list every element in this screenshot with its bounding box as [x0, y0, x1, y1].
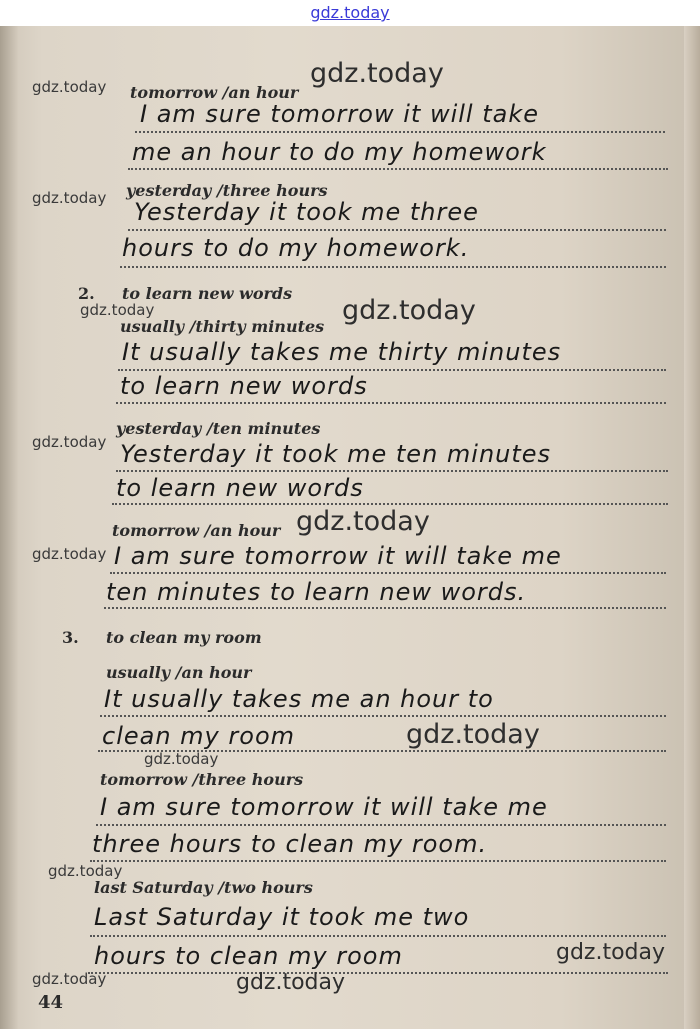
answer-line [135, 131, 665, 133]
answer-line [88, 972, 668, 974]
answer-line [120, 266, 666, 268]
task-title: to learn new words [122, 284, 293, 303]
handwritten-answer: Yesterday it took me ten minutes [120, 440, 552, 468]
handwritten-answer: It usually takes me an hour to [104, 685, 494, 713]
prompt: yesterday /ten minutes [116, 419, 321, 438]
handwritten-answer: ten minutes to learn new words. [106, 578, 527, 606]
watermark: gdz.today [32, 545, 107, 563]
answer-line [90, 935, 666, 937]
watermark: gdz.today [48, 862, 123, 880]
watermark: gdz.today [342, 295, 476, 326]
handwritten-answer: to learn new words [120, 372, 368, 400]
handwritten-answer: hours to clean my room [94, 942, 403, 970]
prompt: tomorrow /an hour [130, 83, 299, 102]
answer-line [128, 168, 668, 170]
task-title: to clean my room [106, 628, 262, 647]
prompt: usually /thirty minutes [120, 317, 325, 336]
prompt: yesterday /three hours [126, 181, 328, 200]
watermark: gdz.today [296, 506, 430, 537]
answer-line [118, 369, 666, 371]
top-bar [0, 0, 700, 26]
watermark: gdz.today [32, 78, 107, 96]
page-edge [684, 26, 700, 1029]
answer-line [104, 607, 666, 609]
handwritten-answer: to learn new words [116, 474, 364, 502]
task-number: 3. [62, 628, 79, 647]
handwritten-answer: I am sure tomorrow it will take [140, 100, 539, 128]
handwritten-answer: clean my room [102, 722, 295, 750]
task-number: 2. [78, 284, 95, 303]
handwritten-answer: me an hour to do my homework [132, 138, 547, 166]
handwritten-answer: Yesterday it took me three [134, 198, 479, 226]
watermark: gdz.today [310, 58, 444, 89]
watermark: gdz.today [236, 970, 346, 995]
prompt: usually /an hour [106, 663, 252, 682]
answer-line [116, 402, 666, 404]
answer-line [90, 860, 666, 862]
handwritten-answer: I am sure tomorrow it will take me [114, 542, 562, 570]
watermark: gdz.today [80, 301, 155, 319]
answer-line [100, 715, 666, 717]
answer-line [110, 572, 666, 574]
prompt: last Saturday /two hours [94, 878, 313, 897]
answer-line [116, 470, 668, 472]
watermark: gdz.today [32, 970, 107, 988]
handwritten-answer: Last Saturday it took me two [94, 903, 470, 931]
handwritten-answer: It usually takes me thirty minutes [122, 338, 562, 366]
watermark: gdz.today [406, 719, 540, 750]
handwritten-answer: I am sure tomorrow it will take me [100, 793, 548, 821]
prompt: tomorrow /an hour [112, 521, 281, 540]
answer-line [112, 503, 668, 505]
watermark: gdz.today [32, 189, 107, 207]
site-link[interactable]: gdz.today [310, 3, 390, 22]
page-number: 44 [38, 992, 64, 1013]
watermark: gdz.today [556, 940, 666, 965]
watermark: gdz.today [32, 433, 107, 451]
watermark: gdz.today [144, 750, 219, 768]
answer-line [128, 229, 666, 231]
handwritten-answer: three hours to clean my room. [92, 830, 488, 858]
handwritten-answer: hours to do my homework. [122, 234, 470, 262]
book-spine [0, 26, 18, 1029]
answer-line [96, 824, 666, 826]
prompt: tomorrow /three hours [100, 770, 304, 789]
